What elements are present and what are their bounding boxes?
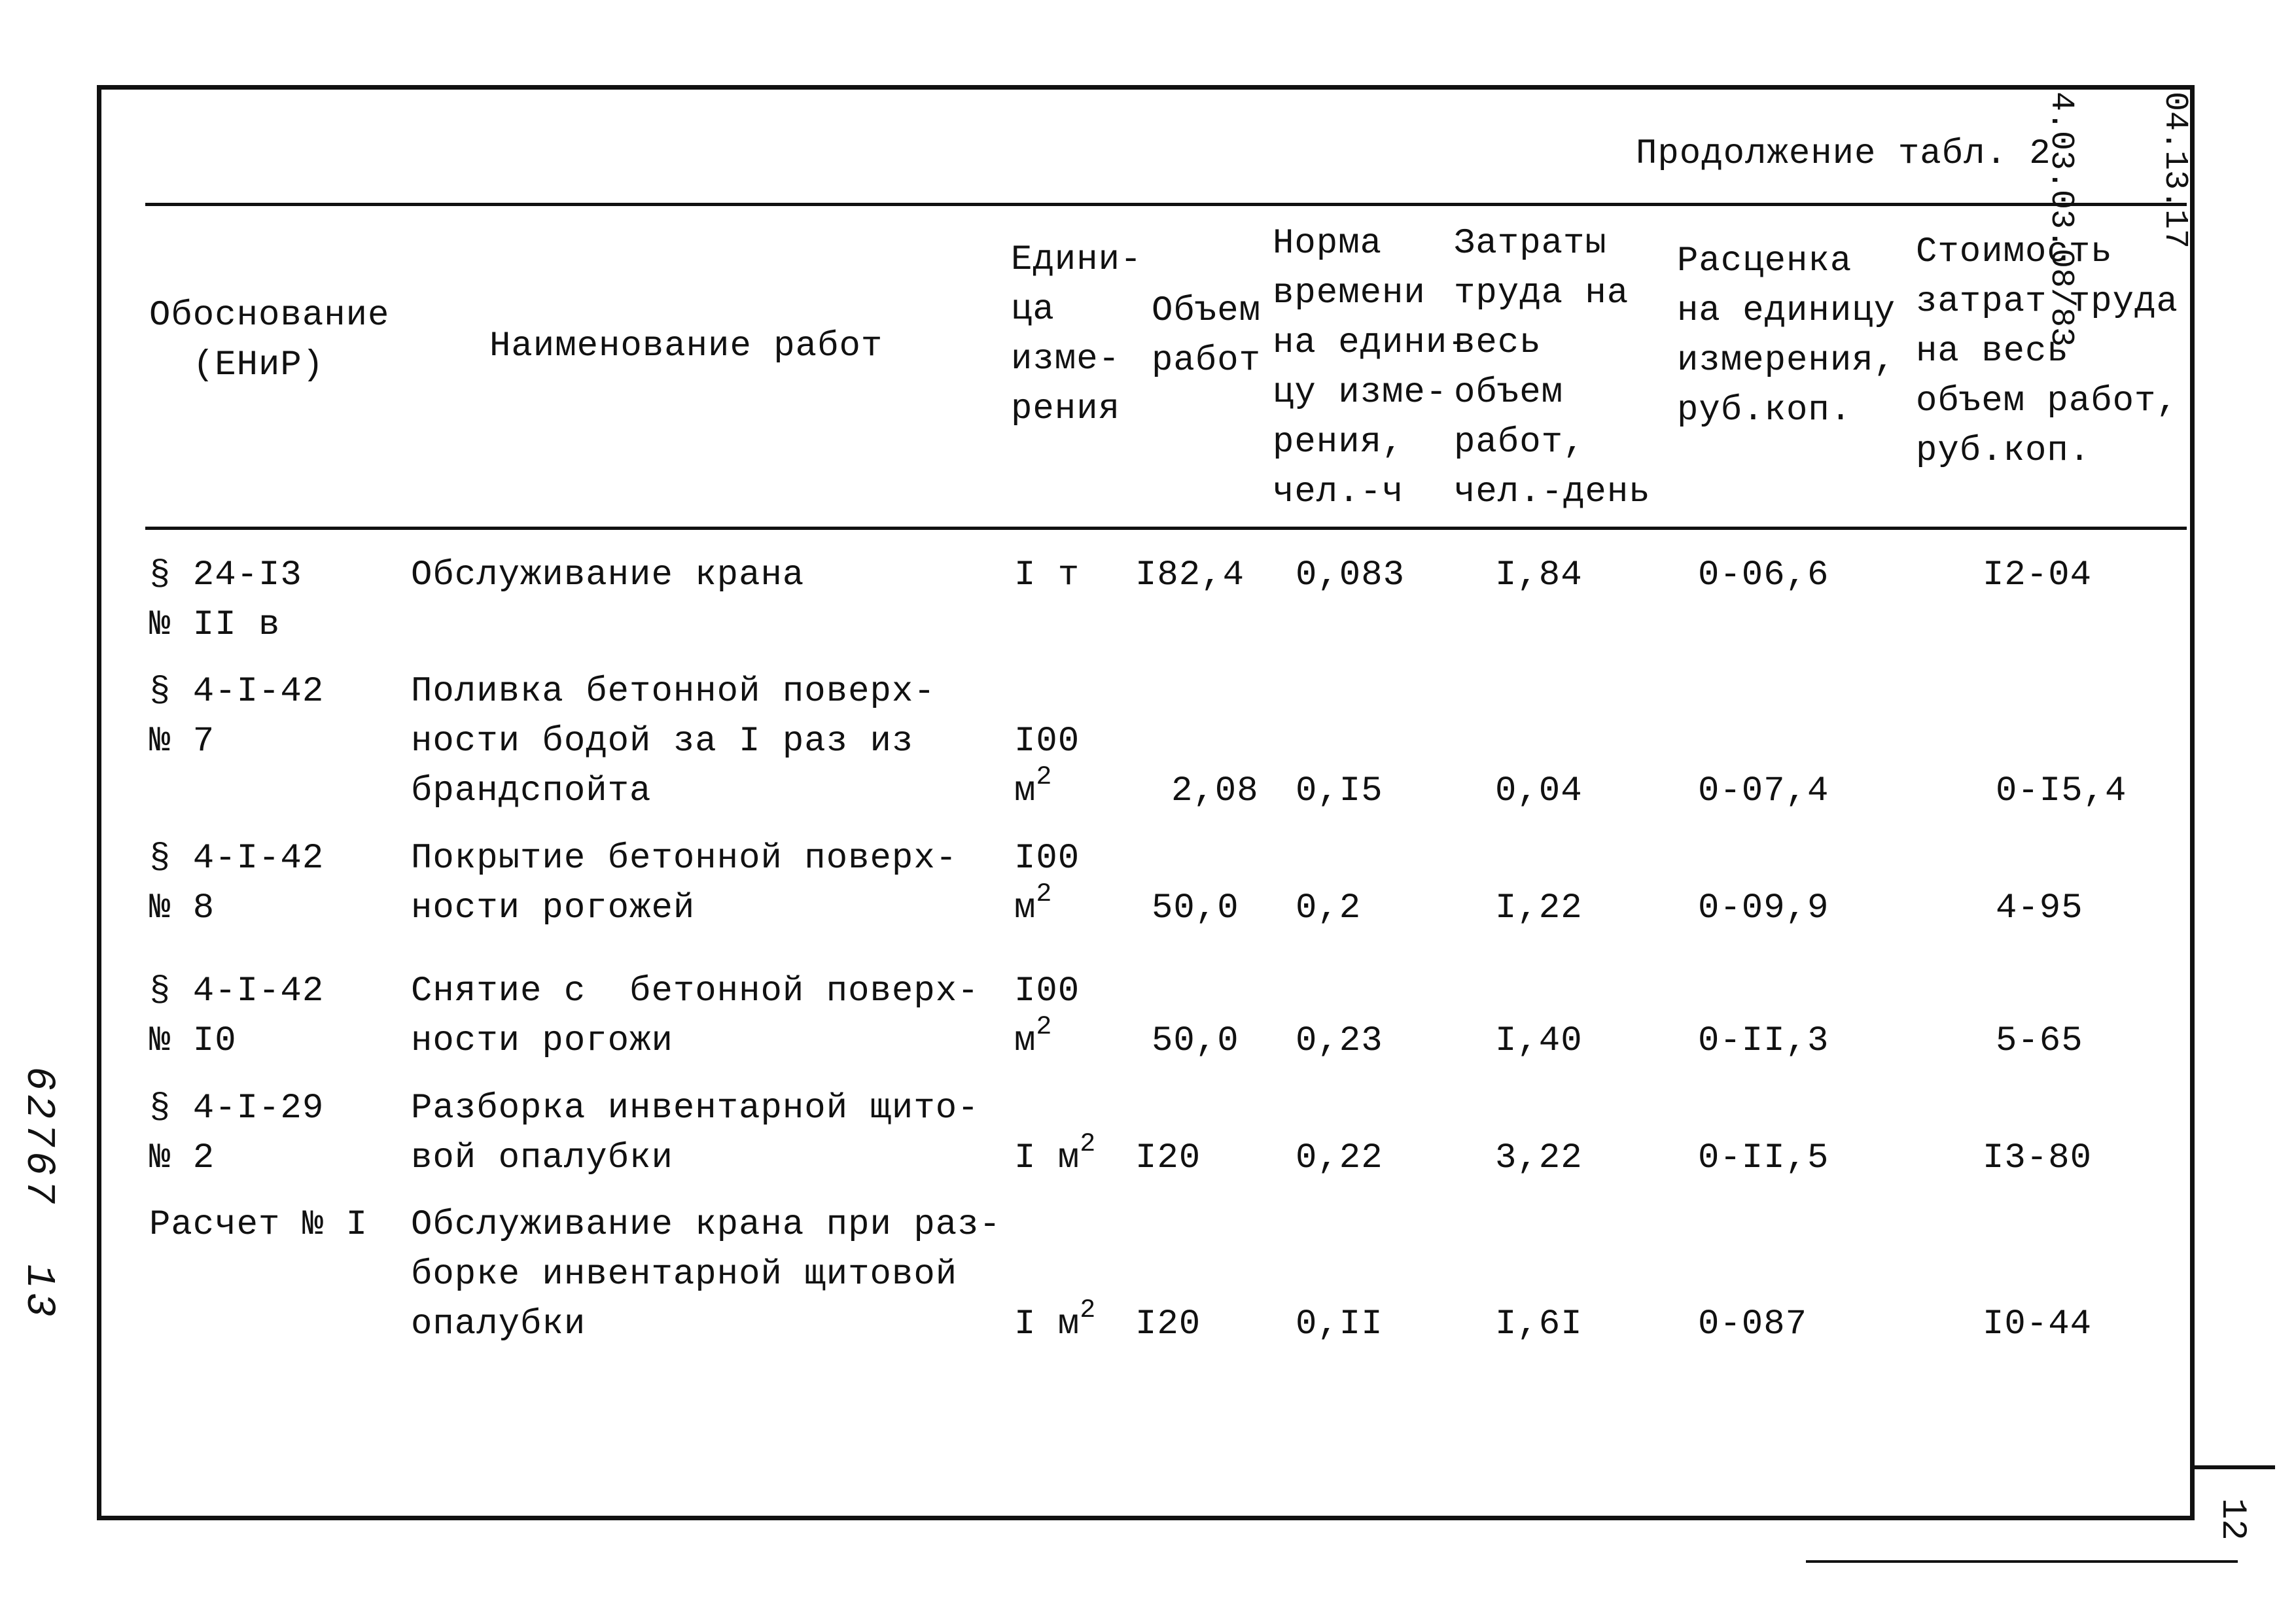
row-1-unit: I т bbox=[1014, 555, 1080, 595]
row-6-labor: I,6I bbox=[1495, 1304, 1583, 1344]
row-1-rate: 0-06,6 bbox=[1698, 555, 1829, 595]
page-number-divider bbox=[2190, 1465, 2275, 1469]
row-2-labor: 0,04 bbox=[1495, 771, 1583, 811]
row-6-basis: Расчет № I bbox=[149, 1205, 368, 1245]
row-4-name: Снятие с бетонной поверх- ности рогожи bbox=[411, 971, 980, 1061]
row-3-name: Покрытие бетонной поверх- ности рогожей bbox=[411, 839, 958, 928]
row-2-volume: 2,08 bbox=[1171, 771, 1259, 811]
row-2-basis: § 4-I-42 № 7 bbox=[149, 672, 325, 761]
row-1-basis: § 24-I3 № II в bbox=[149, 555, 302, 645]
row-6-cost: I0-44 bbox=[1983, 1304, 2093, 1344]
row-1-volume: I82,4 bbox=[1135, 555, 1245, 595]
row-1-norm: 0,083 bbox=[1296, 555, 1405, 595]
row-4-unit: I00 $м^2$ bbox=[1014, 971, 1080, 1061]
row-4-rate: 0-II,3 bbox=[1698, 1021, 1829, 1061]
row-1-cost: I2-04 bbox=[1983, 555, 2093, 595]
continuation-label: Продолжение табл. 2 bbox=[1636, 134, 2051, 174]
row-6-volume: I20 bbox=[1135, 1304, 1201, 1344]
header-volume: Объем работ bbox=[1152, 291, 1262, 381]
header-rate: Расценка на единицу измерения, руб.коп. bbox=[1677, 241, 1896, 430]
row-4-volume: 50,0 bbox=[1152, 1021, 1239, 1061]
row-3-unit: I00 $м^2$ bbox=[1014, 839, 1080, 928]
side-code-line-1: 04.13.17 bbox=[2156, 92, 2193, 249]
row-4-cost: 5-65 bbox=[1996, 1021, 2083, 1061]
row-1-name: Обслуживание крана bbox=[411, 555, 805, 595]
row-6-unit: I $м^2$ bbox=[1014, 1296, 1097, 1344]
row-6-rate: 0-087 bbox=[1698, 1304, 1808, 1344]
row-6-name: Обслуживание крана при раз- борке инвентарной щитовой опалубки bbox=[411, 1205, 1001, 1344]
row-5-unit: I $м^2$ bbox=[1014, 1130, 1097, 1178]
left-margin-number: 62767 13 bbox=[16, 1066, 62, 1321]
row-2-norm: 0,I5 bbox=[1296, 771, 1383, 811]
bottom-signature-line bbox=[1806, 1560, 2238, 1563]
header-cost: Стоимость затрат труда на весь объем работ, руб.коп. bbox=[1916, 232, 2178, 471]
row-3-rate: 0-09,9 bbox=[1698, 888, 1829, 928]
row-4-basis: § 4-I-42 № I0 bbox=[149, 971, 325, 1061]
row-5-labor: 3,22 bbox=[1495, 1138, 1583, 1178]
row-3-volume: 50,0 bbox=[1152, 888, 1239, 928]
row-2-cost: 0-I5,4 bbox=[1996, 771, 2127, 811]
row-5-rate: 0-II,5 bbox=[1698, 1138, 1829, 1178]
row-5-norm: 0,22 bbox=[1296, 1138, 1383, 1178]
header-top-rule bbox=[145, 203, 2187, 206]
page-number: 12 bbox=[2212, 1498, 2252, 1541]
header-bottom-rule bbox=[145, 527, 2187, 530]
row-3-cost: 4-95 bbox=[1996, 888, 2083, 928]
row-5-volume: I20 bbox=[1135, 1138, 1201, 1178]
row-4-norm: 0,23 bbox=[1296, 1021, 1383, 1061]
header-norm: Норма времени на едини- цу изме- рения, чел.-ч bbox=[1273, 224, 1470, 512]
row-6-norm: 0,II bbox=[1296, 1304, 1383, 1344]
row-5-basis: § 4-I-29 № 2 bbox=[149, 1089, 325, 1178]
row-4-labor: I,40 bbox=[1495, 1021, 1583, 1061]
row-1-labor: I,84 bbox=[1495, 555, 1583, 595]
header-labor: Затраты труда на весь объем работ, чел.-день bbox=[1454, 224, 1651, 512]
row-3-basis: § 4-I-42 № 8 bbox=[149, 839, 325, 928]
header-name: Наименование работ bbox=[489, 326, 883, 366]
row-5-name: Разборка инвентарной щито- вой опалубки bbox=[411, 1089, 980, 1178]
row-3-norm: 0,2 bbox=[1296, 888, 1362, 928]
row-3-labor: I,22 bbox=[1495, 888, 1583, 928]
row-5-cost: I3-80 bbox=[1983, 1138, 2093, 1178]
row-2-unit: I00 $м^2$ bbox=[1014, 722, 1080, 811]
side-document-code bbox=[2004, 92, 2269, 347]
header-basis: Обоснование (ЕНиР) bbox=[149, 296, 390, 385]
side-code-line-2: 4.03.03.08/83 bbox=[2042, 92, 2079, 347]
header-unit: Едини- ца изме- рения bbox=[1011, 240, 1142, 429]
row-2-name: Поливка бетонной поверх- ности бодой за I раз из брандспойта bbox=[411, 672, 936, 811]
row-2-rate: 0-07,4 bbox=[1698, 771, 1829, 811]
